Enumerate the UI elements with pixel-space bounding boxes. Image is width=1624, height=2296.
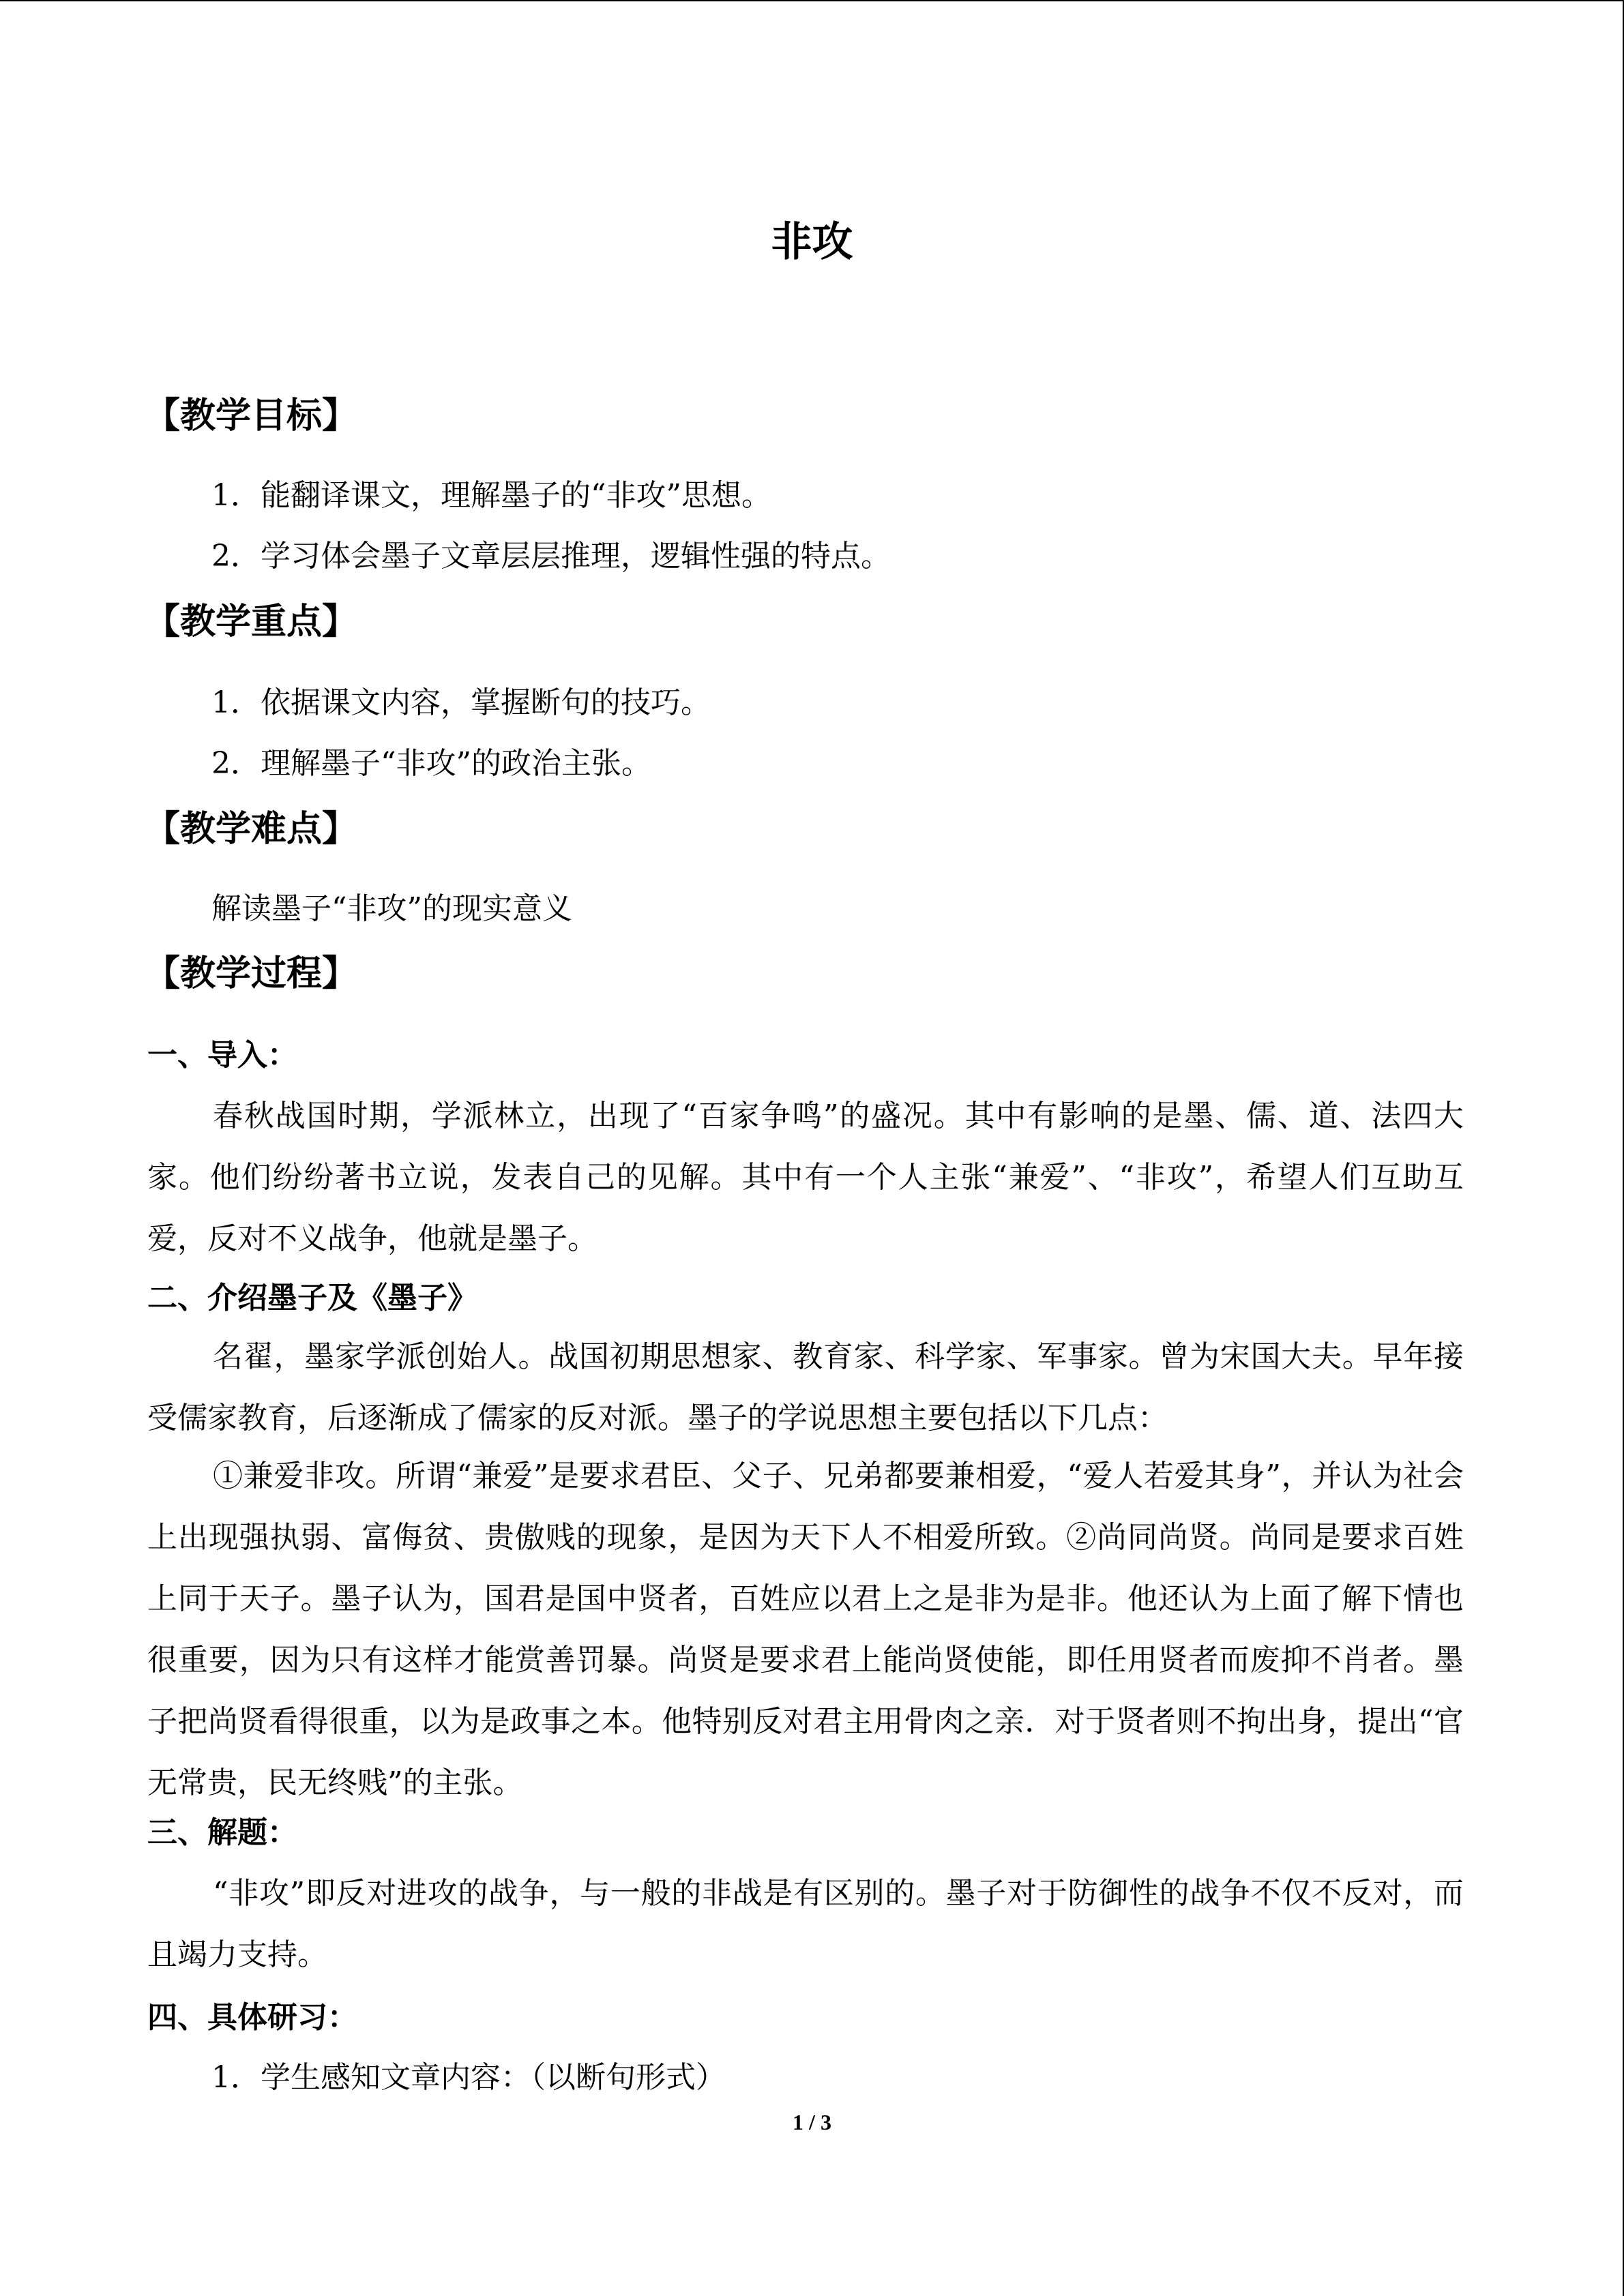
mozi-introduction-paragraph-1: 名翟，墨家学派创始人。战国初期思想家、教育家、科学家、军事家。曾为宋国大夫。早年接受儒家教育，后逐渐成了儒家的反对派。墨子的学说思想主要包括以下几点： [147, 1339, 1464, 1435]
intro-paragraph: 春秋战国时期，学派林立，出现了“百家争鸣”的盛况。其中有影响的是墨、儒、道、法四大家。他们纷纷著书立说，发表自己的见解。其中有一个人主张“兼爱”、“非攻”，希望人们互助互爱，反对不义战争，他就是墨子。 [147, 1099, 1464, 1256]
difficulty-text: 解读墨子“非攻”的现实意义 [211, 891, 572, 926]
difficulties-heading: 【教学难点】 [145, 809, 358, 850]
page-number: 1 / 3 [793, 2110, 831, 2134]
title-explanation-heading: 三、解题： [147, 1815, 297, 1850]
teaching-process-heading: 【教学过程】 [145, 953, 358, 994]
mozi-introduction-heading: 二、介绍墨子及《墨子》 [147, 1281, 477, 1315]
key-point-item-1: 1．依据课文内容，掌握断句的技巧。 [211, 685, 711, 720]
document-title: 非攻 [771, 218, 853, 266]
teaching-goals-heading: 【教学目标】 [145, 396, 358, 436]
mozi-introduction-paragraph-2: ①兼爱非攻。所谓“兼爱”是要求君臣、父子、兄弟都要兼相爱，“爱人若爱其身”，并认为社会上出现强执弱、富侮贫、贵傲贱的现象，是因为天下人不相爱所致。②尚同尚贤。尚同是要求百姓上同于天子。墨子认为，国君是国中贤者，百姓应以君上之是非为是非。他还认为上面了解下情也很重要，因为只有这样才能赏善罚暴。尚贤是要求君上能尚贤使能，即任用贤者而废抑不肖者。墨子把尚贤看得很重，以为是政事之本。他特别反对君主用骨肉之亲．对于贤者则不拘出身，提出“官无常贵，民无终贱”的主张。 [147, 1459, 1464, 1800]
key-points-heading: 【教学重点】 [145, 601, 358, 642]
title-explanation-paragraph: “非攻”即反对进攻的战争，与一般的非战是有区别的。墨子对于防御性的战争不仅不反对，而且竭力支持。 [147, 1876, 1464, 1972]
teaching-goal-item-1: 1．能翻译课文，理解墨子的“非攻”思想。 [211, 478, 771, 513]
detailed-study-heading: 四、具体研习： [147, 2000, 357, 2035]
teaching-goal-item-2: 2．学习体会墨子文章层层推理，逻辑性强的特点。 [211, 539, 891, 573]
intro-heading: 一、导入： [147, 1038, 297, 1073]
key-point-item-2: 2．理解墨子“非攻”的政治主张。 [211, 746, 651, 781]
detailed-study-item-1: 1．学生感知文章内容：（以断句形式） [211, 2060, 726, 2095]
